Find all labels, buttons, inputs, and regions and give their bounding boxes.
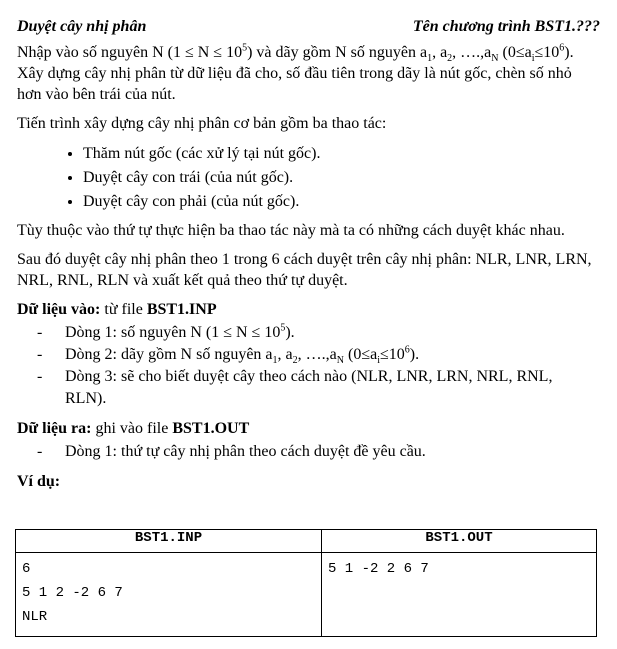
example-label: Ví dụ: bbox=[17, 473, 61, 490]
column-header-output: BST1.OUT bbox=[322, 530, 597, 553]
output-heading: Dữ liệu ra: ghi vào file BST1.OUT bbox=[17, 420, 250, 437]
example-table bbox=[15, 529, 597, 637]
output-list bbox=[17, 441, 600, 463]
problem-title: Duyệt cây nhị phân bbox=[17, 18, 147, 35]
order-paragraph: Tùy thuộc vào thứ tự thực hiện ba thao tác này mà ta có những cách duyệt khác nhau. bbox=[17, 222, 565, 239]
list-item: - Dòng 3: sẽ cho biết duyệt cây theo cách nào (NLR, LNR, LRN, NRL, RNL, RLN). bbox=[17, 366, 600, 410]
output-cell: 5 1 -2 2 6 7 bbox=[322, 553, 597, 637]
intro-paragraph: Nhập vào số nguyên N $(1 \le N \le 10^5)$ và dãy gồm N số nguyên $a_1$, $a_2$, $\dots.,a_N$ $(0\le a_i\le 10^6)$. Xây dựng cây nhị phân từ dữ liệu đã cho, số đầu tiên trong dãy là nút gốc, chèn số nhỏ hơn vào bên trái của nút. bbox=[17, 42, 574, 103]
list-item: • Duyệt cây con phải (của nút gốc). bbox=[83, 190, 600, 214]
input-list bbox=[17, 322, 600, 410]
input-cell: 6 5 1 2 -2 6 7 NLR bbox=[16, 553, 322, 637]
then-paragraph: Sau đó duyệt cây nhị phân theo 1 trong 6 cách duyệt trên cây nhị phân: NLR, LNR, LRN, NRL, RNL, RLN và xuất kết quả theo thứ tự duyệt. bbox=[17, 251, 592, 289]
program-name: Tên chương trình BST1.??? bbox=[412, 18, 600, 35]
list-item: • Thăm nút gốc (các xử lý tại nút gốc). bbox=[83, 142, 600, 166]
process-list bbox=[17, 142, 600, 214]
list-item: - Dòng 1: thứ tự cây nhị phân theo cách duyệt đề yêu cầu. bbox=[17, 441, 600, 463]
list-item: • Duyệt cây con trái (của nút gốc). bbox=[83, 166, 600, 190]
list-item: - Dòng 1: số nguyên N $(1 \le N \le 10^5)$. bbox=[17, 322, 600, 344]
column-header-input: BST1.INP bbox=[16, 530, 322, 553]
header bbox=[17, 18, 600, 36]
process-lead: Tiến trình xây dựng cây nhị phân cơ bản gồm ba thao tác: bbox=[17, 115, 387, 132]
list-item: - Dòng 2: dãy gồm N số nguyên $a_1$, $a_2$, $\dots.,a_N$ $(0\le a_i\le 10^6)$. bbox=[17, 344, 600, 366]
input-heading: Dữ liệu vào: từ file BST1.INP bbox=[17, 301, 217, 318]
